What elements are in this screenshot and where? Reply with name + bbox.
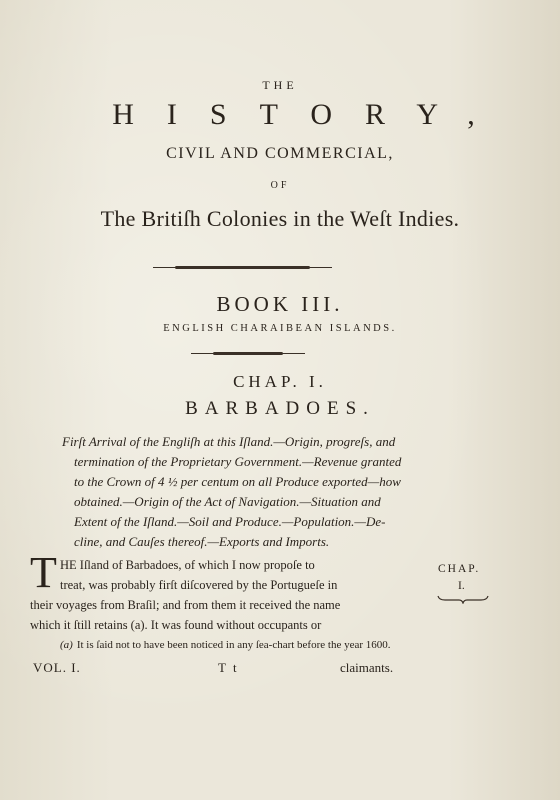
margin-chap-label: CHAP. — [438, 563, 481, 575]
book-heading: BOOK III. — [216, 292, 344, 316]
summary-line: cline, and Cauſes thereof.—Exports and Imports. — [74, 534, 330, 549]
body-text — [30, 548, 430, 635]
summary-line: Firſt Arrival of the Engliſh at this Iſland.—Origin, progreſs, and — [62, 434, 396, 449]
title-civil-commercial: CIVIL AND COMMERCIAL, — [166, 145, 394, 162]
margin-brace-icon — [437, 594, 489, 604]
footnote-text: It is ſaid not to have been noticed in any ſea-chart before the year 1600. — [76, 639, 391, 651]
summary-line: to the Crown of 4 ½ per centum on all Produce exported—how — [74, 474, 401, 489]
margin-chap-number: I. — [458, 580, 465, 592]
title-history: HISTORY, — [112, 98, 508, 131]
drop-cap: T — [30, 548, 57, 597]
signature-mark: T t — [218, 660, 239, 675]
body-line: treat, was probably firſt diſcovered by the Portugueſe in — [60, 578, 338, 592]
volume-label: VOL. I. — [33, 660, 81, 675]
title-british-colonies: The Britiſh Colonies in the Weſt Indies. — [100, 206, 460, 231]
title-the: THE — [262, 78, 298, 92]
chapter-summary — [62, 432, 414, 552]
chapter-title: BARBADOES. — [185, 398, 375, 419]
ornamental-rule — [175, 266, 310, 269]
summary-line: Extent of the Iſland.—Soil and Produce.—Population.—De- — [74, 514, 386, 529]
book-subtitle: ENGLISH CHARAIBEAN ISLANDS. — [163, 323, 397, 334]
chapter-heading: CHAP. I. — [233, 372, 327, 391]
summary-line: termination of the Proprietary Government.—Revenue granted — [74, 454, 402, 469]
summary-line: obtained.—Origin of the Act of Navigation.—Situation and — [74, 494, 381, 509]
body-line: their voyages from Braſil; and from them it received the name — [30, 598, 341, 612]
body-line: HE Iſland of Barbadoes, of which I now propoſe to — [60, 558, 315, 572]
footnote — [60, 639, 391, 651]
ornamental-rule-small — [213, 352, 283, 355]
body-line: which it ſtill retains (a). It was found without occupants or — [30, 618, 322, 632]
catchword: claimants. — [340, 660, 394, 675]
footnote-mark: (a) — [60, 639, 73, 651]
title-of: OF — [270, 180, 290, 191]
